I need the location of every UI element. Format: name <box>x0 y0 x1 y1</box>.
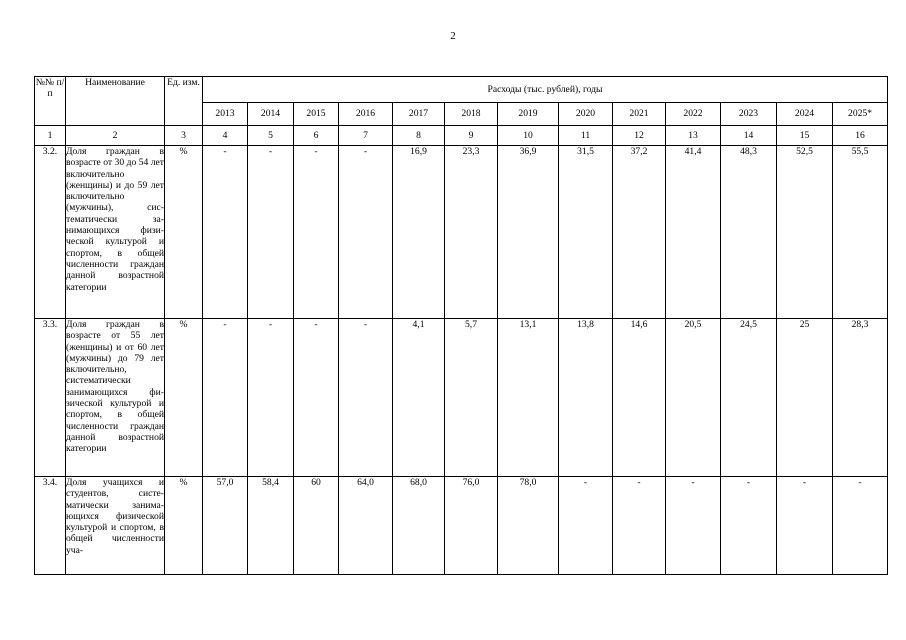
row-value: 5,7 <box>445 319 498 477</box>
row-value: 57,0 <box>203 477 248 575</box>
row-value: - <box>721 477 777 575</box>
header-year: 2015 <box>294 103 339 126</box>
header-column-index: 13 <box>666 126 721 146</box>
row-value: - <box>339 146 393 319</box>
header-year: 2025* <box>833 103 888 126</box>
header-row <box>35 77 888 103</box>
row-value: 28,3 <box>833 319 888 477</box>
header-year: 2020 <box>559 103 613 126</box>
header-year: 2022 <box>666 103 721 126</box>
row-value: - <box>777 477 833 575</box>
header-year: 2017 <box>393 103 445 126</box>
header-column-index: 14 <box>721 126 777 146</box>
row-value: - <box>248 319 294 477</box>
row-value: - <box>294 146 339 319</box>
row-value: - <box>248 146 294 319</box>
header-column-index: 16 <box>833 126 888 146</box>
row-value: 58,4 <box>248 477 294 575</box>
row-value: 55,5 <box>833 146 888 319</box>
page-number: 2 <box>450 30 456 42</box>
header-column-index: 2 <box>66 126 165 146</box>
row-value: - <box>203 319 248 477</box>
header-column-index: 5 <box>248 126 294 146</box>
indicators-table <box>34 76 888 575</box>
header-column-index: 11 <box>559 126 613 146</box>
row-value: 13,1 <box>498 319 559 477</box>
row-value: - <box>613 477 666 575</box>
row-value: 64,0 <box>339 477 393 575</box>
row-value: - <box>203 146 248 319</box>
header-column-index: 7 <box>339 126 393 146</box>
row-value: 60 <box>294 477 339 575</box>
header-column-index: 6 <box>294 126 339 146</box>
row-value: 48,3 <box>721 146 777 319</box>
header-number: №№ п/п <box>35 77 66 126</box>
row-value: 4,1 <box>393 319 445 477</box>
row-value: 41,4 <box>666 146 721 319</box>
row-value: 31,5 <box>559 146 613 319</box>
row-unit: % <box>165 146 203 319</box>
header-column-index: 9 <box>445 126 498 146</box>
row-unit: % <box>165 477 203 575</box>
header-column-index: 12 <box>613 126 666 146</box>
row-value: 78,0 <box>498 477 559 575</box>
row-value: 16,9 <box>393 146 445 319</box>
row-value: 24,5 <box>721 319 777 477</box>
table-row <box>35 477 888 575</box>
row-number: 3.2. <box>35 146 66 319</box>
header-year: 2016 <box>339 103 393 126</box>
header-year: 2021 <box>613 103 666 126</box>
header-spending: Расходы (тыс. рублей), годы <box>203 77 888 103</box>
row-value: 23,3 <box>445 146 498 319</box>
row-unit: % <box>165 319 203 477</box>
row-number: 3.4. <box>35 477 66 575</box>
row-value: - <box>666 477 721 575</box>
header-year: 2023 <box>721 103 777 126</box>
table-row <box>35 146 888 319</box>
header-column-index: 1 <box>35 126 66 146</box>
header-year: 2024 <box>777 103 833 126</box>
header-column-index: 8 <box>393 126 445 146</box>
row-value: - <box>339 319 393 477</box>
row-name: Доля учащихся и студентов, систематически занимающихся физической культурой и спортом, в общей численности уча- <box>66 477 165 575</box>
header-unit: Ед. изм. <box>165 77 203 126</box>
row-value: 52,5 <box>777 146 833 319</box>
row-value: - <box>294 319 339 477</box>
header-year: 2018 <box>445 103 498 126</box>
row-value: 20,5 <box>666 319 721 477</box>
header-column-index: 10 <box>498 126 559 146</box>
row-name: Доля граждан в возрасте от 55 лет (женщины) и от 60 лет (мужчины) до 79 лет включительно, систематически занимающихся физической культурой и спортом, в общей численности граждан данной возрастной категории <box>66 319 165 477</box>
row-name: Доля граждан в возрасте от 30 до 54 лет включительно (женщины) и до 59 лет включительно (мужчины), систематически занимающихся физической культурой и спортом, в общей численности граждан данной возрастной категории <box>66 146 165 319</box>
table-row <box>35 319 888 477</box>
row-value: 25 <box>777 319 833 477</box>
row-value: - <box>833 477 888 575</box>
row-value: - <box>559 477 613 575</box>
row-value: 13,8 <box>559 319 613 477</box>
header-column-index: 15 <box>777 126 833 146</box>
row-value: 68,0 <box>393 477 445 575</box>
header-column-index: 3 <box>165 126 203 146</box>
header-name: Наименование <box>66 77 165 126</box>
header-year: 2014 <box>248 103 294 126</box>
row-number: 3.3. <box>35 319 66 477</box>
row-value: 36,9 <box>498 146 559 319</box>
row-value: 14,6 <box>613 319 666 477</box>
header-year: 2013 <box>203 103 248 126</box>
header-index-row <box>35 126 888 146</box>
row-value: 37,2 <box>613 146 666 319</box>
row-value: 76,0 <box>445 477 498 575</box>
header-year: 2019 <box>498 103 559 126</box>
header-column-index: 4 <box>203 126 248 146</box>
